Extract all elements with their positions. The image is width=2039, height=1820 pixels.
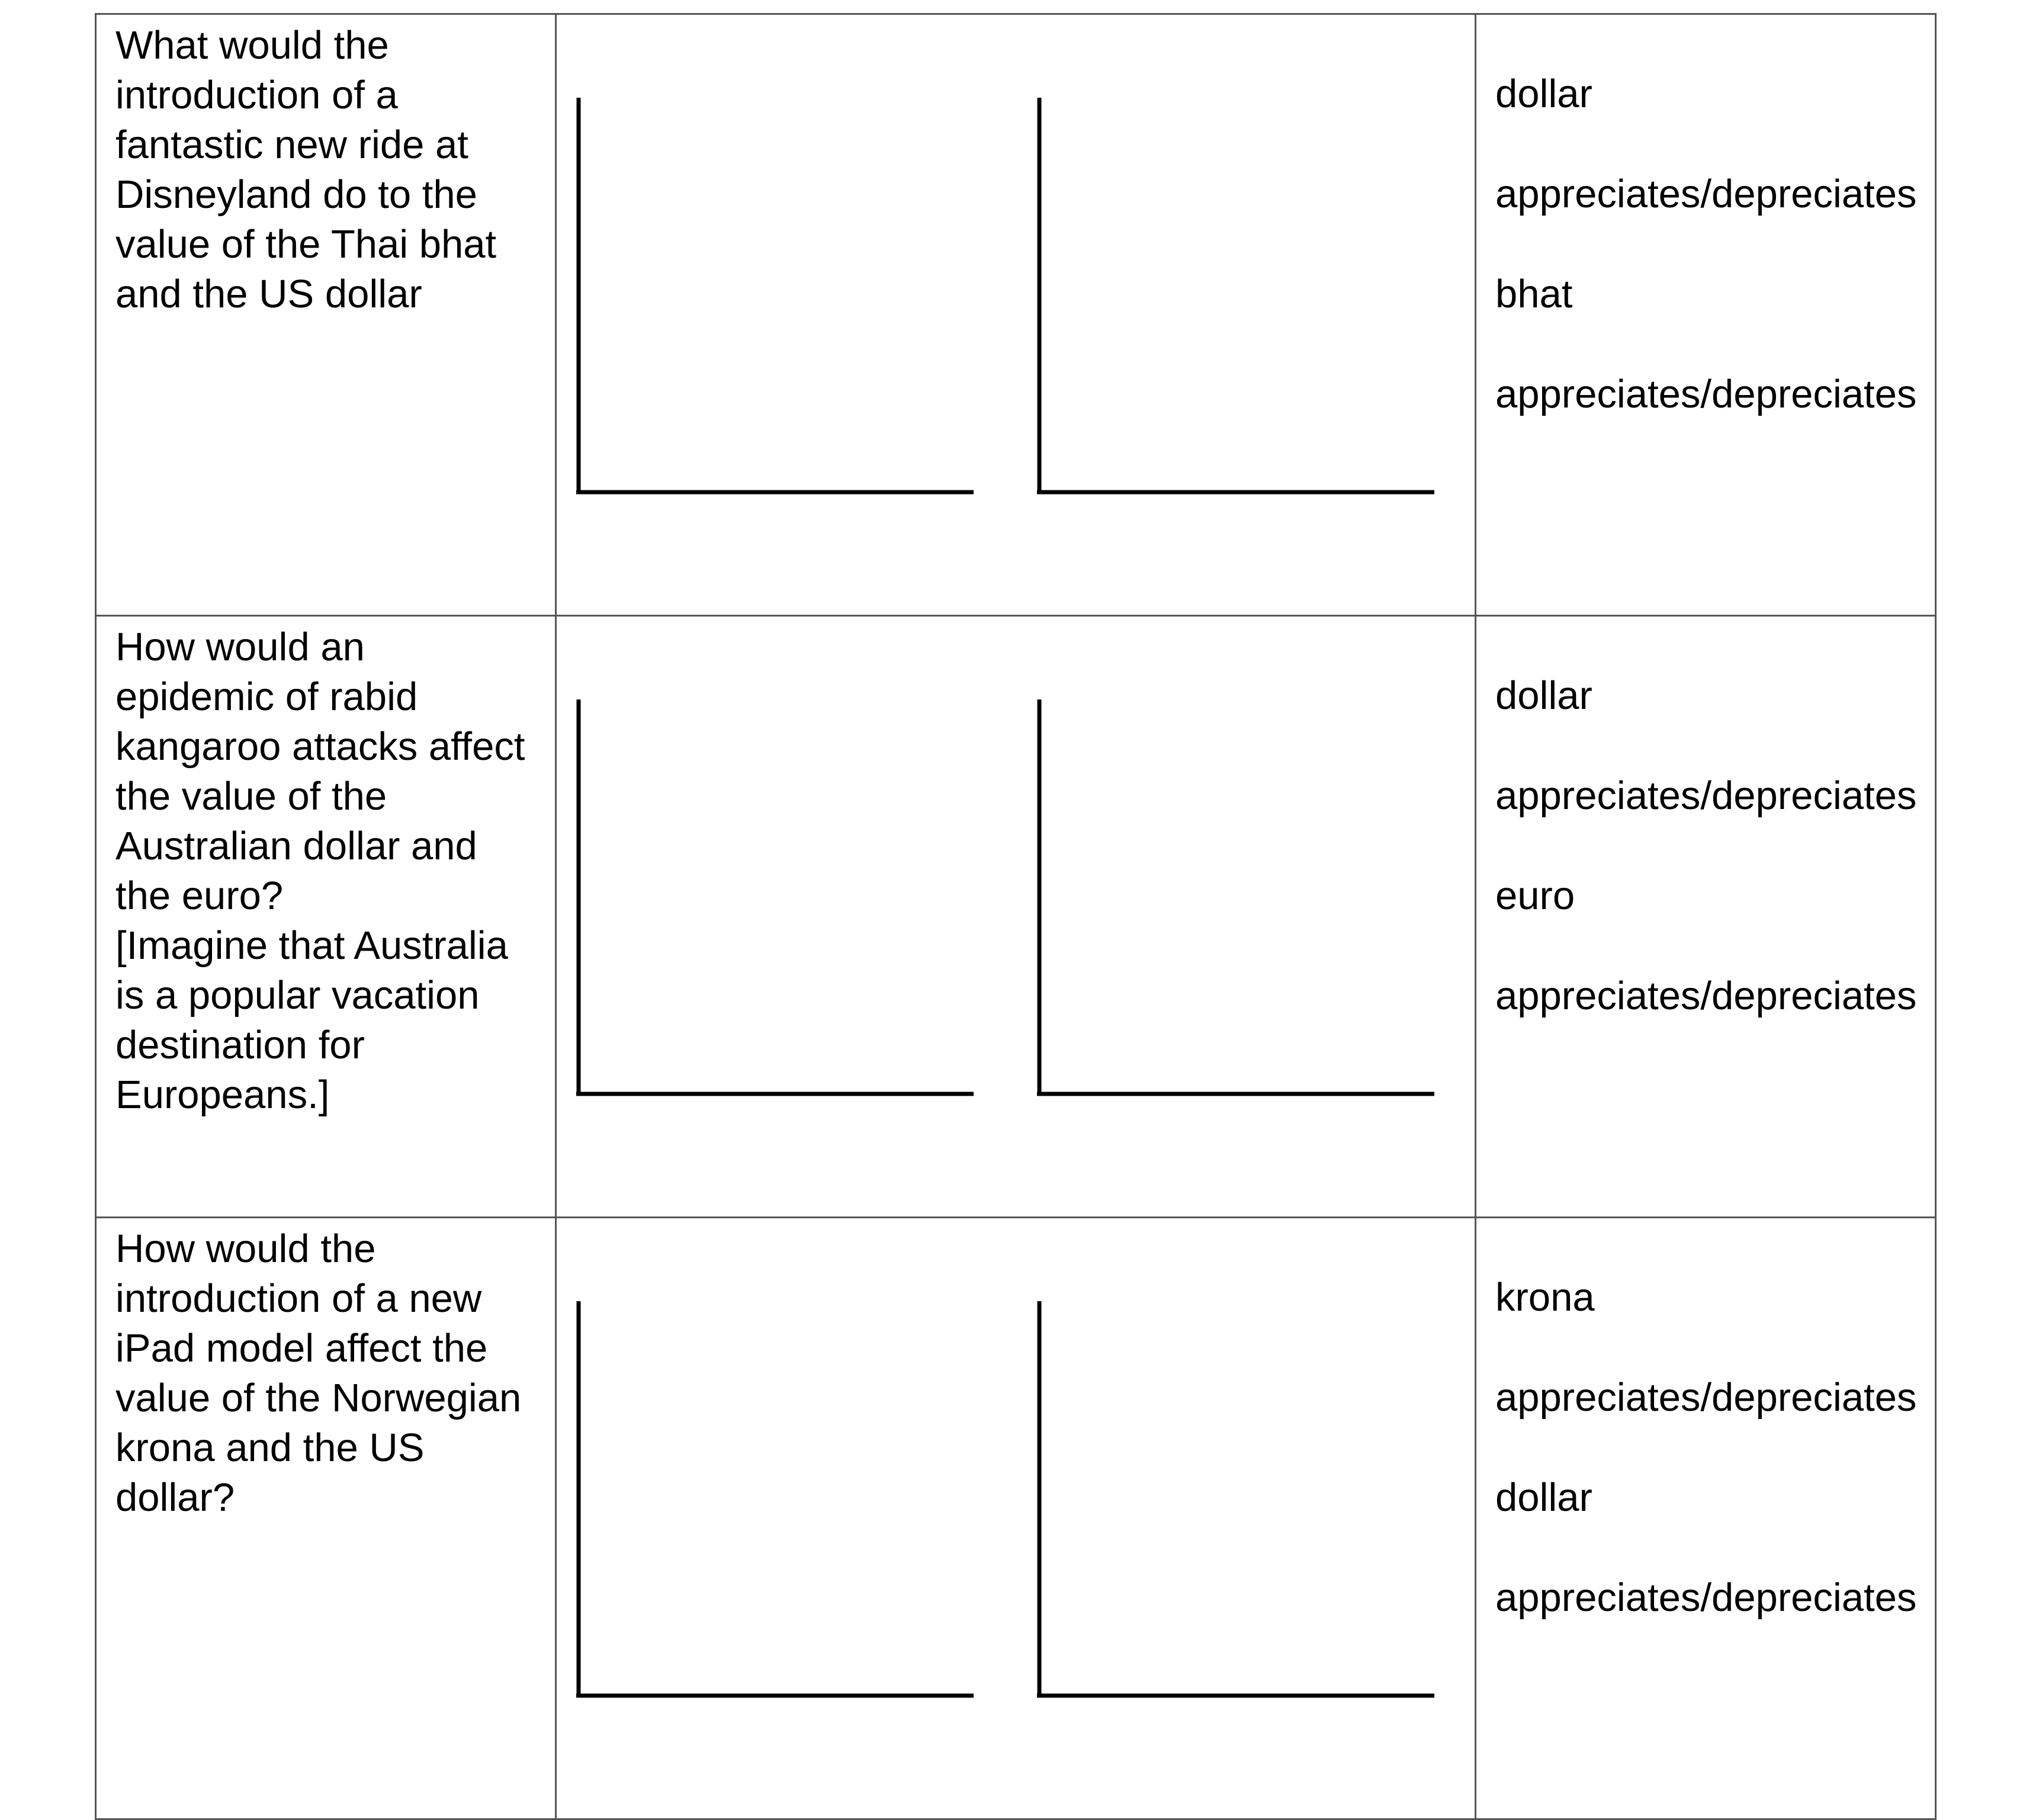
- currency-label: dollar: [1495, 72, 1592, 116]
- question-line: How would an: [115, 625, 365, 669]
- appreciates-depreciates-choice[interactable]: appreciates/depreciates: [1495, 1575, 1917, 1620]
- question-line: introduction of a new: [115, 1276, 482, 1321]
- currency-label: dollar: [1495, 673, 1592, 718]
- question-row: [96, 1218, 1936, 1819]
- question-line: the value of the: [115, 774, 387, 818]
- question-cell: [96, 1218, 556, 1819]
- appreciates-depreciates-choice[interactable]: appreciates/depreciates: [1495, 974, 1917, 1018]
- question-line: Australian dollar and: [115, 824, 477, 868]
- graph-cell[interactable]: [556, 1218, 1476, 1819]
- question-line: fantastic new ride at: [115, 123, 468, 167]
- question-line: Europeans.]: [115, 1073, 330, 1117]
- blank-graph-axes: [557, 15, 1476, 614]
- question-line: and the US dollar: [115, 272, 422, 316]
- question-cell: [96, 14, 556, 616]
- currency-label: euro: [1495, 874, 1575, 918]
- question-line: iPad model affect the: [115, 1326, 488, 1370]
- blank-graph-axes: [557, 617, 1476, 1216]
- answer-cell: [1476, 616, 1936, 1218]
- worksheet-table: [95, 13, 1937, 1820]
- question-row: [96, 616, 1936, 1218]
- question-line: krona and the US: [115, 1426, 425, 1470]
- currency-label: dollar: [1495, 1475, 1592, 1520]
- question-line: value of the Thai bhat: [115, 222, 497, 267]
- question-line: kangaroo attacks affect: [115, 724, 525, 769]
- currency-label: krona: [1495, 1275, 1595, 1320]
- graph-cell[interactable]: [556, 616, 1476, 1218]
- currency-label: bhat: [1495, 272, 1573, 316]
- question-line: epidemic of rabid: [115, 675, 418, 719]
- appreciates-depreciates-choice[interactable]: appreciates/depreciates: [1495, 172, 1917, 216]
- appreciates-depreciates-choice[interactable]: appreciates/depreciates: [1495, 372, 1917, 416]
- graph-cell[interactable]: [556, 14, 1476, 616]
- question-row: [96, 14, 1936, 616]
- question-line: value of the Norwegian: [115, 1376, 522, 1420]
- question-line: destination for: [115, 1023, 365, 1067]
- blank-graph-axes: [557, 1218, 1476, 1818]
- question-cell: [96, 616, 556, 1218]
- appreciates-depreciates-choice[interactable]: appreciates/depreciates: [1495, 773, 1917, 818]
- question-line: [Imagine that Australia: [115, 923, 508, 968]
- answer-cell: [1476, 1218, 1936, 1819]
- question-line: What would the: [115, 23, 389, 68]
- question-line: introduction of a: [115, 73, 398, 117]
- question-line: is a popular vacation: [115, 973, 480, 1017]
- question-line: Disneyland do to the: [115, 172, 477, 217]
- answer-cell: [1476, 14, 1936, 616]
- question-line: the euro?: [115, 874, 284, 918]
- question-line: dollar?: [115, 1475, 235, 1520]
- appreciates-depreciates-choice[interactable]: appreciates/depreciates: [1495, 1375, 1917, 1420]
- question-line: How would the: [115, 1227, 376, 1271]
